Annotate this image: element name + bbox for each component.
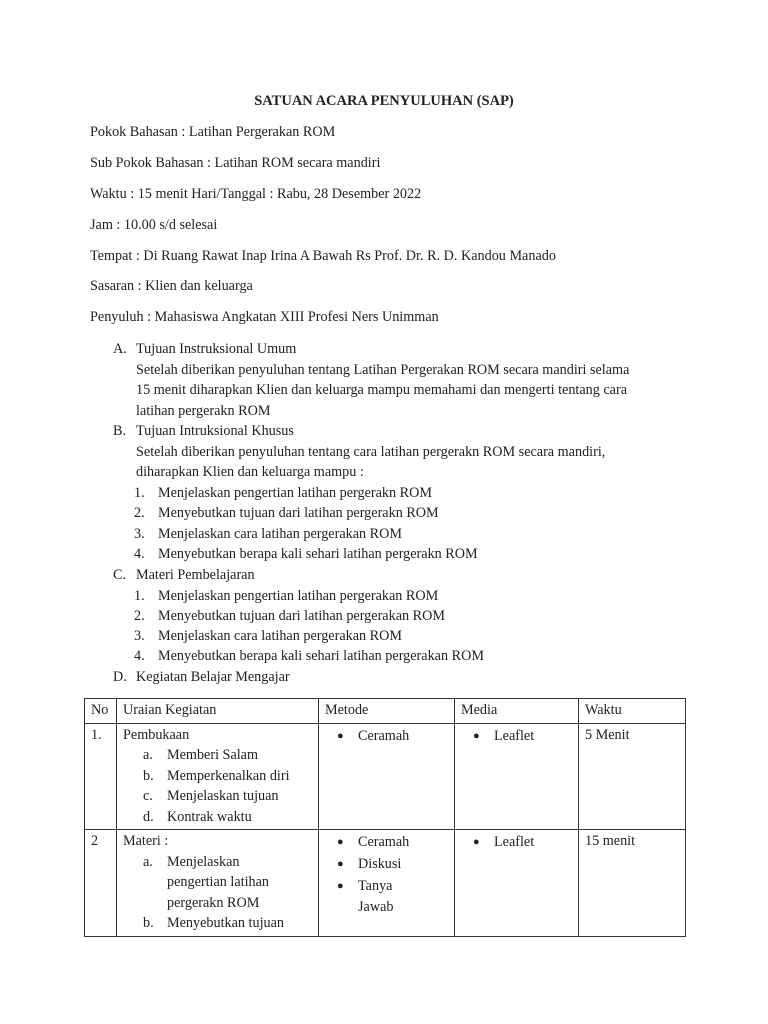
list-letter: a. bbox=[143, 853, 153, 870]
section-c-heading bbox=[113, 565, 693, 586]
paragraph-line: diharapkan Klien dan keluarga mampu : bbox=[136, 464, 364, 481]
list-item bbox=[143, 913, 312, 934]
list-text: Menyebutkan berapa kali sehari latihan pergerakan ROM bbox=[158, 648, 484, 665]
list-text: Ceramah bbox=[358, 727, 410, 744]
list-number: 3. bbox=[134, 628, 145, 645]
section-c-list bbox=[113, 586, 693, 667]
bullet-icon: ● bbox=[337, 880, 344, 892]
list-item bbox=[134, 544, 693, 564]
list-letter: c. bbox=[143, 788, 153, 804]
cell-metode bbox=[319, 723, 455, 830]
metode-list bbox=[325, 831, 448, 917]
list-text: Menjelaskan pengertian latihan pergerakn ROM bbox=[158, 484, 432, 501]
bullet-icon: ● bbox=[473, 836, 480, 848]
activity-table bbox=[84, 698, 686, 937]
list-item bbox=[337, 853, 448, 875]
list-text: Tanya bbox=[358, 878, 393, 894]
paragraph-line: 15 menit diharapkan Klien dan keluarga mampu memahami dan mengerti tentang cara bbox=[136, 382, 627, 399]
table-header-row bbox=[85, 699, 686, 724]
meta-jam: Jam : 10.00 s/d selesai bbox=[90, 217, 218, 233]
bullet-icon: ● bbox=[473, 729, 480, 742]
list-item bbox=[473, 831, 572, 853]
document-title: SATUAN ACARA PENYULUHAN (SAP) bbox=[254, 93, 514, 109]
cell-no: 2 bbox=[85, 830, 117, 937]
paragraph-line: Setelah diberikan penyuluhan tentang cara latihan pergerakn ROM secara mandiri, bbox=[136, 443, 606, 460]
list-number: 2. bbox=[134, 607, 145, 624]
list-text: Menyebutkan tujuan dari latihan pergerakn ROM bbox=[158, 505, 439, 522]
paragraph-line: latihan pergerakn ROM bbox=[136, 402, 271, 419]
list-number: 4. bbox=[134, 648, 145, 665]
meta-waktu: Waktu : 15 menit Hari/Tanggal : Rabu, 28 Desember 2022 bbox=[90, 186, 422, 202]
section-title: Tujuan Instruksional Umum bbox=[136, 341, 297, 357]
section-b-heading bbox=[113, 421, 693, 442]
meta-sasaran: Sasaran : Klien dan keluarga bbox=[90, 278, 253, 294]
list-text: Memperkenalkan diri bbox=[167, 767, 290, 784]
cell-uraian bbox=[117, 830, 319, 937]
list-item bbox=[473, 725, 572, 747]
list-item bbox=[143, 786, 312, 807]
list-number: 1. bbox=[134, 587, 145, 604]
section-d bbox=[113, 667, 693, 688]
list-letter: d. bbox=[143, 808, 154, 825]
cell-uraian bbox=[117, 723, 319, 830]
section-d-heading bbox=[113, 667, 693, 688]
list-text: Menjelaskan bbox=[167, 853, 240, 870]
list-number: 2. bbox=[134, 505, 145, 522]
list-text: Ceramah bbox=[358, 834, 410, 850]
list-number: 3. bbox=[134, 525, 145, 542]
header-waktu: Waktu bbox=[579, 699, 686, 724]
cell-waktu: 5 Menit bbox=[579, 723, 686, 830]
list-item bbox=[134, 503, 693, 523]
section-letter: C. bbox=[113, 567, 127, 583]
list-item bbox=[134, 586, 693, 606]
section-b-paragraph bbox=[113, 442, 693, 483]
cell-waktu: 15 menit bbox=[579, 830, 686, 937]
list-text-continuation: pengertian latihan bbox=[167, 874, 270, 890]
section-letter: B. bbox=[113, 423, 127, 439]
metode-list bbox=[325, 725, 448, 747]
header-metode: Metode bbox=[319, 699, 455, 724]
header-media: Media bbox=[455, 699, 579, 724]
cell-media bbox=[455, 723, 579, 830]
section-title: Tujuan Intruksional Khusus bbox=[136, 423, 294, 439]
meta-pokok-bahasan: Pokok Bahasan : Latihan Pergerakan ROM bbox=[90, 124, 336, 140]
paragraph-line: Setelah diberikan penyuluhan tentang Latihan Pergerakan ROM secara mandiri selama bbox=[136, 361, 630, 378]
cell-metode bbox=[319, 830, 455, 937]
list-number: 4. bbox=[134, 545, 145, 562]
list-text: Menyebutkan tujuan dari latihan pergerakan ROM bbox=[158, 607, 445, 624]
bullet-icon: ● bbox=[337, 836, 344, 848]
uraian-title: Pembukaan bbox=[123, 726, 190, 743]
cell-media bbox=[455, 830, 579, 937]
list-text: Menjelaskan cara latihan pergerakan ROM bbox=[158, 628, 402, 645]
list-item bbox=[337, 831, 448, 853]
section-b bbox=[113, 421, 693, 564]
list-text-continuation: pergerakn ROM bbox=[167, 894, 260, 911]
list-text: Menjelaskan cara latihan pergerakan ROM bbox=[158, 525, 402, 542]
table-row bbox=[85, 723, 686, 830]
media-list bbox=[461, 831, 572, 853]
media-list bbox=[461, 725, 572, 747]
uraian-list bbox=[123, 745, 312, 827]
list-text: Menyebutkan tujuan bbox=[167, 915, 285, 931]
list-item bbox=[337, 875, 448, 897]
uraian-title: Materi : bbox=[123, 833, 169, 849]
list-item bbox=[143, 852, 312, 873]
uraian-list bbox=[123, 852, 312, 934]
list-letter: a. bbox=[143, 747, 153, 763]
section-letter: A. bbox=[113, 341, 127, 357]
section-b-list bbox=[113, 483, 693, 564]
section-a-paragraph bbox=[113, 360, 693, 422]
section-a-heading bbox=[113, 339, 693, 360]
meta-tempat: Tempat : Di Ruang Rawat Inap Irina A Bawah Rs Prof. Dr. R. D. Kandou Manado bbox=[90, 248, 556, 264]
list-text: Menjelaskan pengertian latihan pergerakan ROM bbox=[158, 587, 439, 604]
list-item bbox=[134, 606, 693, 626]
list-text: Kontrak waktu bbox=[167, 808, 252, 825]
list-item bbox=[134, 524, 693, 544]
bullet-icon: ● bbox=[337, 729, 344, 742]
list-item bbox=[143, 745, 312, 766]
list-item bbox=[143, 807, 312, 828]
list-item bbox=[337, 725, 448, 747]
list-item bbox=[143, 766, 312, 787]
list-item bbox=[134, 483, 693, 503]
section-title: Materi Pembelajaran bbox=[136, 567, 255, 583]
list-number: 1. bbox=[134, 484, 145, 501]
list-letter: b. bbox=[143, 915, 154, 931]
section-title: Kegiatan Belajar Mengajar bbox=[136, 669, 290, 685]
list-text: Diskusi bbox=[358, 856, 402, 872]
header-uraian: Uraian Kegiatan bbox=[117, 699, 319, 724]
list-text: Memberi Salam bbox=[167, 747, 259, 763]
header-no: No bbox=[85, 699, 117, 724]
list-text: Menyebutkan berapa kali sehari latihan pergerakn ROM bbox=[158, 545, 478, 562]
meta-sub-pokok-bahasan: Sub Pokok Bahasan : Latihan ROM secara mandiri bbox=[90, 155, 381, 171]
list-text-continuation: Jawab bbox=[358, 899, 394, 915]
cell-no: 1. bbox=[85, 723, 117, 830]
list-item bbox=[134, 646, 693, 666]
section-c bbox=[113, 565, 693, 667]
bullet-icon: ● bbox=[337, 858, 344, 870]
list-text: Menjelaskan tujuan bbox=[167, 788, 279, 804]
list-item bbox=[134, 626, 693, 646]
list-text: Leaflet bbox=[494, 727, 535, 744]
list-letter: b. bbox=[143, 767, 154, 784]
meta-penyuluh: Penyuluh : Mahasiswa Angkatan XIII Profesi Ners Unimman bbox=[90, 309, 439, 325]
list-text: Leaflet bbox=[494, 834, 535, 850]
table-row bbox=[85, 830, 686, 937]
section-letter: D. bbox=[113, 669, 127, 685]
section-a bbox=[113, 339, 693, 422]
